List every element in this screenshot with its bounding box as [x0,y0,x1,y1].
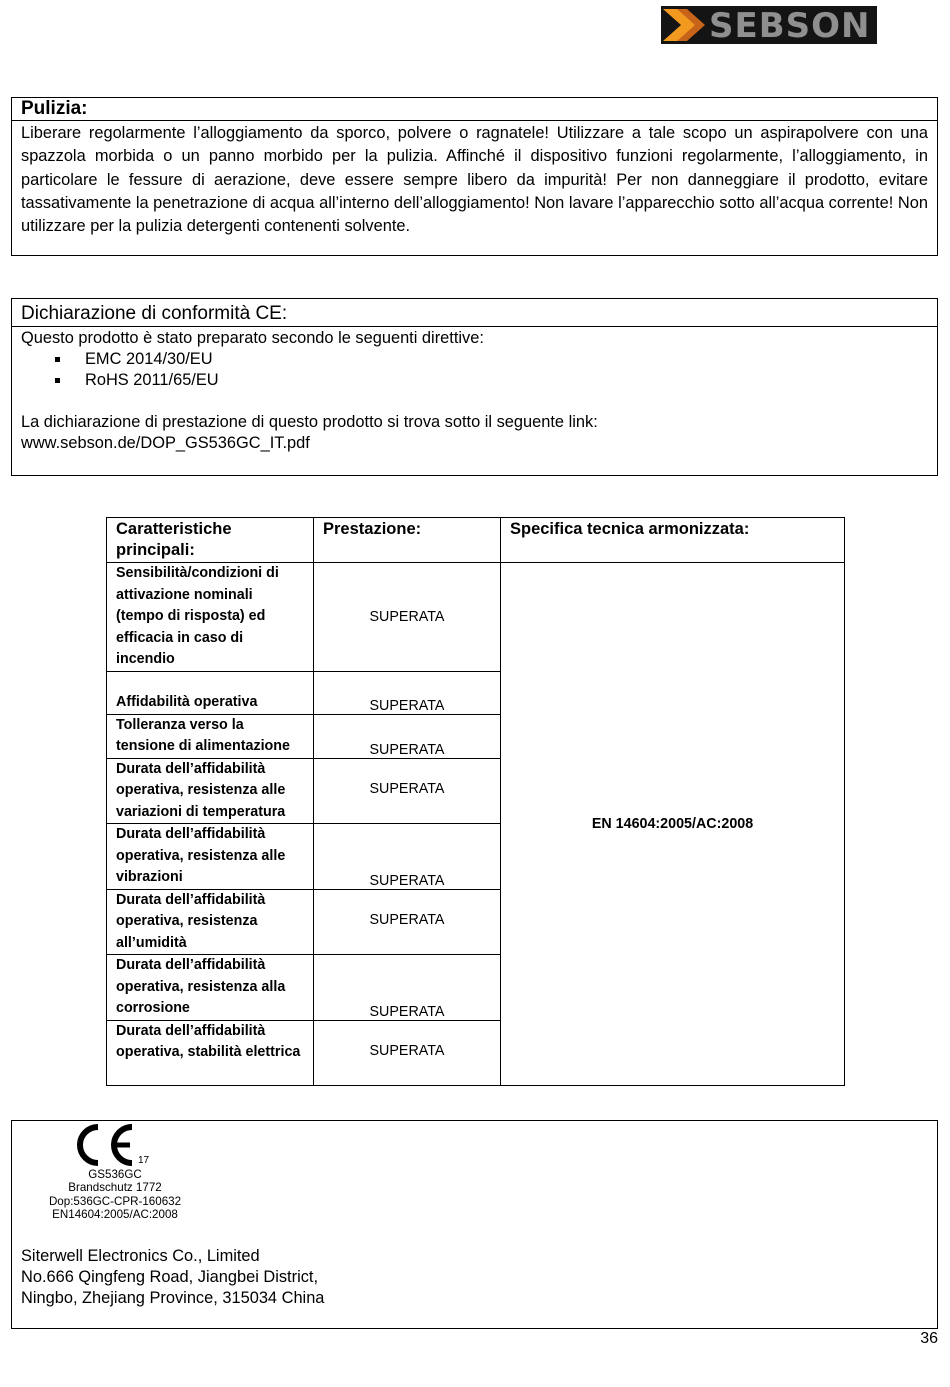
performance-cell: SUPERATA [314,889,501,955]
dop-link[interactable]: www.sebson.de/DOP_GS536GC_IT.pdf [21,434,310,452]
performance-cell: SUPERATA [314,714,501,758]
characteristic-cell: Durata dell’affidabilità operativa, resistenza alle vibrazioni [107,824,314,890]
sebson-logo [661,6,877,44]
dop-text: La dichiarazione di prestazione di questo prodotto si trova sotto il seguente link: [21,413,598,431]
ce-declaration-title: Dichiarazione di conformità CE: [12,299,937,327]
spec-cell: EN 14604:2005/AC:2008 [501,563,845,1086]
characteristic-cell: Durata dell’affidabilità operativa, stabilità elettrica [107,1020,314,1085]
performance-cell: SUPERATA [314,824,501,890]
ce-label-line: Dop:536GC-CPR-160632 [48,1194,182,1208]
characteristic-cell: Sensibilità/condizioni di attivazione nominali (tempo di risposta) ed efficacia in caso di incendio [107,563,314,672]
ce-declaration-section [11,298,938,476]
ce-label-text [30,1168,200,1222]
address-line: No.666 Qingfeng Road, Jiangbei District, [21,1268,319,1286]
page-number: 36 [920,1330,938,1347]
manufacturer-section [11,1120,938,1329]
characteristic-cell: Durata dell’affidabilità operativa, resistenza alla corrosione [107,955,314,1021]
characteristic-cell: Tolleranza verso la tensione di alimentazione [107,714,314,758]
manufacturer-address [21,1246,324,1309]
performance-cell: SUPERATA [314,1020,501,1085]
table-row [107,563,845,672]
ce-label-line: Brandschutz 1772 [68,1181,162,1195]
characteristic-cell: Affidabilità operativa [107,671,314,714]
directive-item: RoHS 2011/65/EU [21,370,928,391]
cleaning-title: Pulizia: [12,98,937,121]
header-performance: Prestazione: [314,518,501,563]
performance-cell: SUPERATA [314,671,501,714]
performance-cell: SUPERATA [314,563,501,672]
header-spec: Specifica tecnica armonizzata: [501,518,845,563]
performance-cell: SUPERATA [314,758,501,824]
address-line: Siterwell Electronics Co., Limited [21,1247,260,1265]
address-line: Ningbo, Zhejiang Province, 315034 China [21,1289,325,1307]
performance-cell: SUPERATA [314,955,501,1021]
ce-label-line: EN14604:2005/AC:2008 [52,1208,178,1222]
cleaning-text: Liberare regolarmente l’alloggiamento da sporco, polvere o ragnatele! Utilizzare a tale scopo un aspirapolvere con una spazzola morbida o un panno morbido per la pulizia. Affinché il dispositivo funzioni regolarmente, l’alloggiamento, in particolare le fessure di aerazione, deve essere sempre libero da impurità! Per non danneggiare il prodotto, evitare tassativamente la penetrazione di acqua all’interno dell’alloggiamento! Non lavare l’apparecchio sotto all’acqua corrente! Non utilizzare per la pulizia detergenti contenenti solvente. [21,124,928,236]
cleaning-section [11,97,938,256]
ce-label-line: GS536GC [88,1168,142,1181]
characteristic-cell: Durata dell’affidabilità operativa, resistenza alle variazioni di temperatura [107,758,314,824]
directives-intro: Questo prodotto è stato preparato secondo le seguenti direttive: [21,329,484,347]
header-characteristics: Caratteristiche principali: [107,518,314,563]
chevron-logo-icon [663,9,707,41]
directive-item: EMC 2014/30/EU [21,349,928,370]
directives-list [21,349,928,391]
logo-text: SEBSON [709,6,871,44]
characteristic-cell: Durata dell’affidabilità operativa, resistenza all’umidità [107,889,314,955]
ce-mark-icon [68,1123,138,1167]
ce-year: 17 [138,1155,150,1166]
table-header-row [107,518,845,563]
performance-table [106,517,845,1086]
